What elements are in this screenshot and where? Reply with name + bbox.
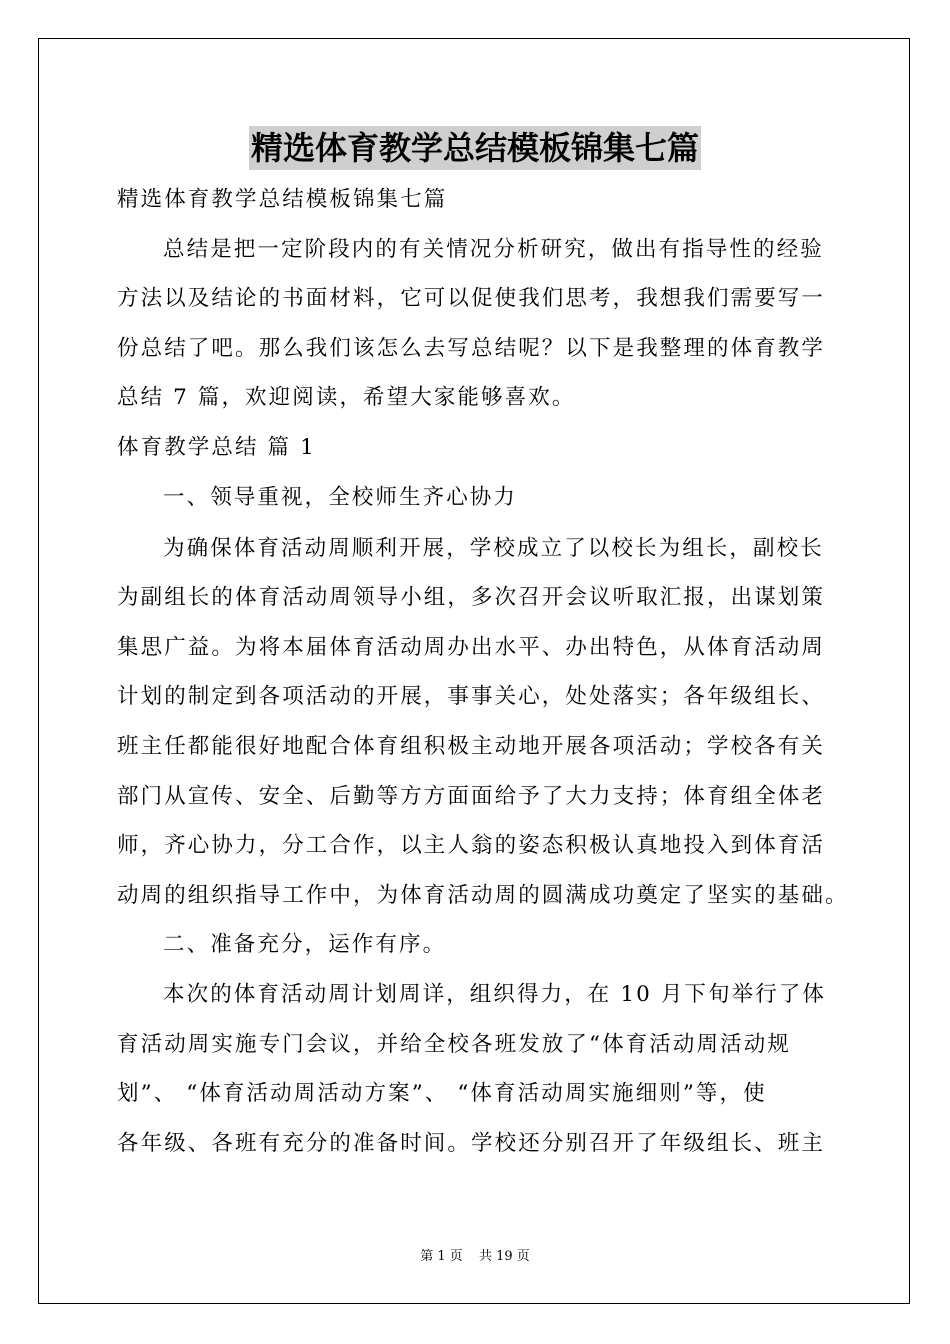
title-container [117, 126, 833, 170]
text-line: 为副组长的体育活动周领导小组，多次召开会议听取汇报，出谋划策 [117, 585, 826, 610]
text-line: 总结 7 篇，欢迎阅读，希望大家能够喜欢。 [117, 385, 576, 410]
subsection-heading: 二、准备充分，运作有序。 [163, 932, 447, 957]
page-total: 共 19 页 [478, 1249, 530, 1264]
text-line: 动周的组织指导工作中，为体育活动周的圆满成功奠定了坚实的基础。 [117, 883, 849, 908]
page-footer [0, 1245, 950, 1264]
text-line: 各年级、各班有充分的准备时间。学校还分别召开了年级组长、班主 [117, 1131, 826, 1156]
document-subtitle: 精选体育教学总结模板锦集七篇 [117, 187, 448, 212]
text-line: 班主任都能很好地配合体育组积极主动地开展各项活动；学校各有关 [117, 734, 826, 759]
text-line: 师，齐心协力，分工合作，以主人翁的姿态积极认真地投入到体育活 [117, 833, 826, 858]
text-line: 划”、 “体育活动周活动方案”、 “体育活动周实施细则”等，使 [117, 1081, 767, 1106]
text-line: 集思广益。为将本届体育活动周办出水平、办出特色，从体育活动周 [117, 635, 826, 660]
document-title: 精选体育教学总结模板锦集七篇 [249, 126, 701, 170]
text-line: 份总结了吧。那么我们该怎么去写总结呢？以下是我整理的体育教学 [117, 336, 826, 361]
text-line: 为确保体育活动周顺利开展，学校成立了以校长为组长，副校长 [163, 536, 824, 561]
text-line: 本次的体育活动周计划周详，组织得力，在 10 月下旬举行了体 [163, 982, 827, 1007]
text-line: 育活动周实施专门会议，并给全校各班发放了“体育活动周活动规 [117, 1032, 791, 1057]
text-line: 总结是把一定阶段内的有关情况分析研究，做出有指导性的经验 [163, 237, 824, 262]
section-heading: 体育教学总结 篇 1 [117, 435, 316, 460]
subsection-heading: 一、领导重视，全校师生齐心协力 [163, 485, 518, 510]
page-frame [38, 38, 910, 1304]
text-line: 计划的制定到各项活动的开展，事事关心，处处落实；各年级组长、 [117, 684, 826, 709]
text-line: 部门从宣传、安全、后勤等方方面面给予了大力支持；体育组全体老 [117, 784, 826, 809]
text-line: 方法以及结论的书面材料，它可以促使我们思考，我想我们需要写一 [117, 286, 826, 311]
page-number: 第 1 页 [420, 1249, 463, 1264]
